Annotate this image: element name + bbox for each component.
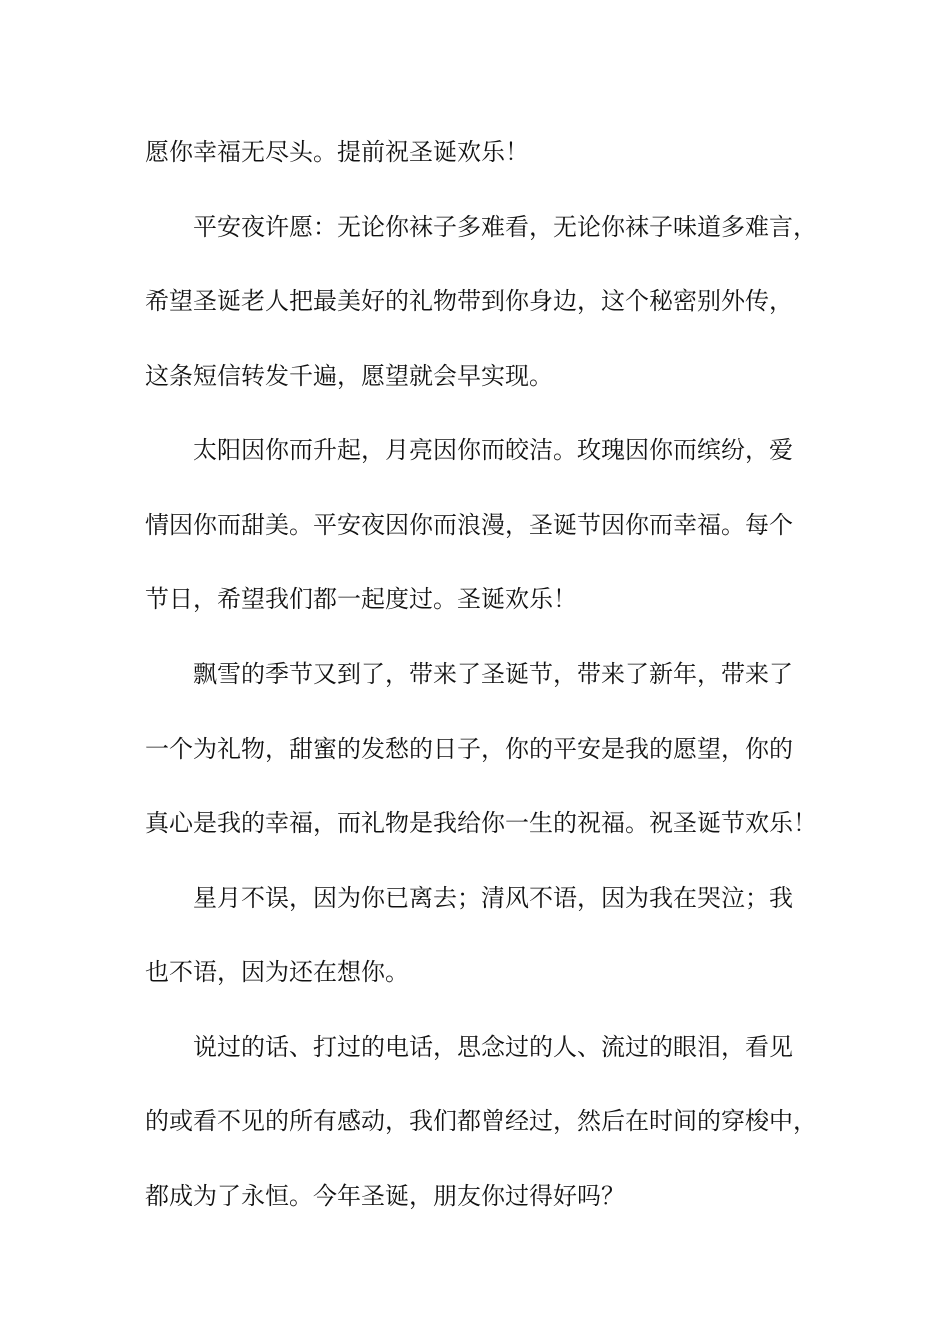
text-line: 情因你而甜美。平安夜因你而浪漫，圣诞节因你而幸福。每个 [145, 511, 793, 539]
text-line: 飘雪的季节又到了，带来了圣诞节，带来了新年，带来了 [193, 660, 793, 688]
text-line: 节日，希望我们都一起度过。圣诞欢乐！ [145, 585, 577, 613]
text-line: 都成为了永恒。今年圣诞，朋友你过得好吗？ [145, 1182, 625, 1210]
text-line: 的或看不见的所有感动，我们都曾经过，然后在时间的穿梭中， [145, 1107, 817, 1135]
text-line: 一个为礼物，甜蜜的发愁的日子，你的平安是我的愿望，你的 [145, 735, 793, 763]
text-line: 太阳因你而升起，月亮因你而皎洁。玫瑰因你而缤纷，爱 [193, 436, 793, 464]
text-line: 这条短信转发千遍，愿望就会早实现。 [145, 362, 553, 390]
text-line: 平安夜许愿：无论你袜子多难看，无论你袜子味道多难言， [193, 213, 817, 241]
text-line: 真心是我的幸福，而礼物是我给你一生的祝福。祝圣诞节欢乐！ [145, 809, 817, 837]
text-line: 希望圣诞老人把最美好的礼物带到你身边，这个秘密别外传， [145, 287, 793, 315]
text-line: 星月不误，因为你已离去；清风不语，因为我在哭泣；我 [193, 884, 793, 912]
text-line: 也不语，因为还在想你。 [145, 958, 409, 986]
text-line: 愿你幸福无尽头。提前祝圣诞欢乐！ [145, 138, 529, 166]
text-line: 说过的话、打过的电话，思念过的人、流过的眼泪，看见 [193, 1033, 793, 1061]
